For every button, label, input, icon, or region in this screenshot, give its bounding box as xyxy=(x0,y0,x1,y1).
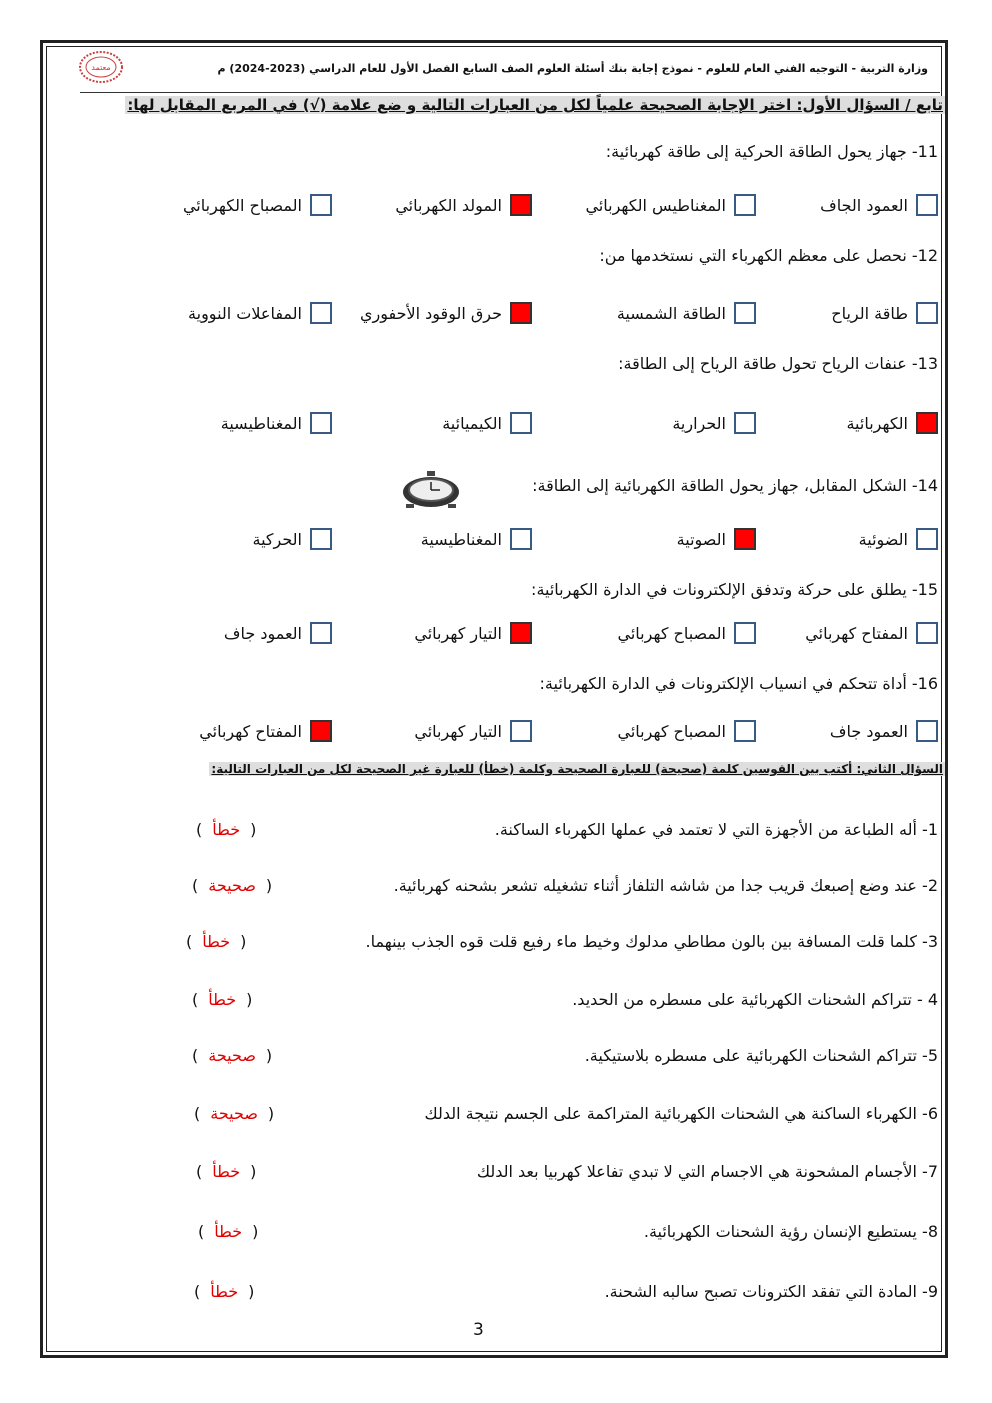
answer-field[interactable] xyxy=(198,1222,258,1241)
answer-field[interactable] xyxy=(194,1282,254,1301)
answer-option[interactable] xyxy=(224,622,332,644)
checkbox-icon[interactable] xyxy=(510,412,532,434)
answer-option[interactable] xyxy=(183,194,332,216)
paren-close: ) xyxy=(267,1104,275,1123)
question-text: 11- جهاز يحول الطاقة الحركية إلى طاقة كهربائية: xyxy=(605,142,938,161)
paren-close: ) xyxy=(265,1046,273,1065)
paren-open: ( xyxy=(192,1046,199,1065)
answer-option[interactable] xyxy=(442,412,532,434)
statement-text: 6- الكهرباء الساكنة هي الشحنات الكهربائية المتراكمة على الجسم نتيجة الدلك xyxy=(424,1104,938,1123)
checkbox-icon[interactable] xyxy=(310,412,332,434)
paren-close: ) xyxy=(265,876,273,895)
paren-open: ( xyxy=(192,876,199,895)
answer-field[interactable] xyxy=(192,1046,272,1065)
option-label: المصباح الكهربائي xyxy=(182,195,302,215)
question-text: 12- نحصل على معظم الكهرباء التي نستخدمها من: xyxy=(599,246,938,265)
option-label: المغناطيسية xyxy=(420,529,502,549)
question-text: 13- عنفات الرياح تحول طاقة الرياح إلى الطاقة: xyxy=(618,354,938,373)
seal-text: معتمد xyxy=(91,63,111,72)
checked-box-icon[interactable] xyxy=(734,528,756,550)
option-label: الحرارية xyxy=(672,413,726,433)
checkbox-icon[interactable] xyxy=(734,412,756,434)
paren-open: ( xyxy=(198,1222,205,1241)
option-label: طاقة الرياح xyxy=(831,303,908,323)
statement-row xyxy=(158,1282,938,1306)
ministry-seal-icon xyxy=(78,50,124,84)
answer-value: خطأ xyxy=(208,990,237,1009)
paren-close: ) xyxy=(240,932,247,951)
checkbox-icon[interactable] xyxy=(510,528,532,550)
statement-row xyxy=(158,876,938,900)
statement-row xyxy=(158,820,938,844)
answer-option[interactable] xyxy=(188,302,332,324)
answer-option[interactable] xyxy=(672,412,756,434)
statement-text: 9- المادة التي تفقد الكترونات تصبح سالبه الشحنة. xyxy=(604,1282,938,1301)
answer-option[interactable] xyxy=(859,528,938,550)
option-label: العمود الجاف xyxy=(820,195,908,215)
option-label: العمود جاف xyxy=(223,623,302,643)
option-label: حرق الوقود الأحفوري xyxy=(360,303,502,323)
option-label: المفتاح كهربائي xyxy=(805,623,908,643)
answer-field[interactable] xyxy=(194,1104,274,1123)
statement-text: 5- تتراكم الشحنات الكهربائية على مسطره بلاستيكية. xyxy=(584,1046,938,1065)
statement-row xyxy=(158,1162,938,1186)
paren-close: ) xyxy=(250,1162,257,1181)
checkbox-icon[interactable] xyxy=(310,622,332,644)
statement-row xyxy=(158,1046,938,1070)
answer-option[interactable] xyxy=(395,194,532,216)
checkbox-icon[interactable] xyxy=(916,622,938,644)
paren-close: ) xyxy=(248,1282,255,1301)
answer-option[interactable] xyxy=(585,194,756,216)
checked-box-icon[interactable] xyxy=(510,622,532,644)
checkbox-icon[interactable] xyxy=(734,720,756,742)
question-1-title: تابع / السؤال الأول: اختر الإجابة الصحيحة علمياً لكل من العبارات التالية و ضع علامة (√) في المربع المقابل لها: xyxy=(127,96,943,114)
option-label: التيار كهربائي xyxy=(414,721,502,741)
statement-row xyxy=(158,932,938,956)
checkbox-icon[interactable] xyxy=(510,720,532,742)
checkbox-icon[interactable] xyxy=(916,720,938,742)
option-label: التيار كهربائي xyxy=(414,623,502,643)
option-label: العمود جاف xyxy=(829,721,908,741)
answer-option[interactable] xyxy=(199,720,332,742)
answer-option[interactable] xyxy=(618,622,757,644)
checkbox-icon[interactable] xyxy=(310,194,332,216)
header-divider xyxy=(80,92,940,93)
answer-option[interactable] xyxy=(830,720,938,742)
answer-option[interactable] xyxy=(618,720,757,742)
answer-option[interactable] xyxy=(805,622,938,644)
question-text: 14- الشكل المقابل، جهاز يحول الطاقة الكهربائية إلى الطاقة: xyxy=(532,476,938,495)
answer-value: خطأ xyxy=(210,1282,239,1301)
checkbox-icon[interactable] xyxy=(916,194,938,216)
answer-option[interactable] xyxy=(677,528,756,550)
option-label: الحركية xyxy=(252,529,302,549)
checked-box-icon[interactable] xyxy=(510,302,532,324)
option-label: الصوتية xyxy=(676,529,726,549)
statement-row xyxy=(158,990,938,1014)
checkbox-icon[interactable] xyxy=(310,528,332,550)
answer-option[interactable] xyxy=(820,194,938,216)
option-label: المولد الكهربائي xyxy=(395,195,502,215)
page-header xyxy=(72,46,940,92)
option-label: المصباح كهربائي xyxy=(617,623,726,643)
answer-field[interactable] xyxy=(196,1162,256,1181)
answer-value: خطأ xyxy=(202,932,231,951)
alarm-clock-icon xyxy=(400,468,462,510)
question-text: 16- أداة تتحكم في انسياب الإلكترونات في الدارة الكهربائية: xyxy=(539,674,938,693)
checkbox-icon[interactable] xyxy=(734,622,756,644)
paren-open: ( xyxy=(186,932,193,951)
checkbox-icon[interactable] xyxy=(916,528,938,550)
checked-box-icon[interactable] xyxy=(916,412,938,434)
paren-close: ) xyxy=(250,820,257,839)
option-label: الكهربائية xyxy=(846,413,908,433)
option-label: المغناطيسية xyxy=(220,413,302,433)
option-label: المصباح كهربائي xyxy=(617,721,726,741)
option-label: المفتاح كهربائي xyxy=(199,721,302,741)
answer-option[interactable] xyxy=(421,528,532,550)
paren-close: ) xyxy=(252,1222,259,1241)
page-number: 3 xyxy=(473,1320,484,1340)
answer-value: خطأ xyxy=(212,820,241,839)
answer-field[interactable] xyxy=(192,990,252,1009)
checked-box-icon[interactable] xyxy=(510,194,532,216)
answer-option[interactable] xyxy=(617,302,756,324)
statement-text: 3- كلما قلت المسافة بين بالون مطاطي مدلوك وخيط ماء رفيع قلت قوه الجذب بينهما. xyxy=(365,932,938,951)
statement-text: 7- الأجسام المشحونة هي الاجسام التي لا تبدي تفاعلا كهربيا بعد الدلك xyxy=(476,1162,938,1181)
option-label: المغناطيس الكهربائي xyxy=(585,195,726,215)
checkbox-icon[interactable] xyxy=(734,194,756,216)
answer-option[interactable] xyxy=(221,412,332,434)
question-text: 15- يطلق على حركة وتدفق الإلكترونات في الدارة الكهربائية: xyxy=(531,580,938,599)
statement-text: 1- أله الطباعة من الأجهزة التي لا تعتمد في عملها الكهرباء الساكنة. xyxy=(494,820,938,839)
answer-value: صحيحة xyxy=(210,1104,258,1123)
option-label: الطاقة الشمسية xyxy=(616,303,726,323)
statement-text: 2- عند وضع إصبعك قريب جدا من شاشه التلفاز أثناء تشغيله تشعر بشحنه كهربائية. xyxy=(393,876,938,895)
question-2-title: السؤال الثاني: أكتب بين القوسين كلمة (صحيحة) للعبارة الصحيحة وكلمة (خطأ) للعبارة غير الصحيحة لكل من العبارات التالية: xyxy=(211,762,943,776)
statement-text: 4 - تتراكم الشحنات الكهربائية على مسطره من الحديد. xyxy=(572,990,938,1009)
checkbox-icon[interactable] xyxy=(310,302,332,324)
option-label: الضوئية xyxy=(858,529,908,549)
answer-value: صحيحة xyxy=(208,876,256,895)
paren-open: ( xyxy=(194,1282,201,1301)
answer-field[interactable] xyxy=(186,932,246,951)
answer-value: صحيحة xyxy=(208,1046,256,1065)
paren-close: ) xyxy=(246,990,253,1009)
paren-open: ( xyxy=(192,990,199,1009)
answer-field[interactable] xyxy=(192,876,272,895)
paren-open: ( xyxy=(196,820,203,839)
page-border xyxy=(40,40,948,1358)
answer-field[interactable] xyxy=(196,820,256,839)
checked-box-icon[interactable] xyxy=(310,720,332,742)
paren-open: ( xyxy=(196,1162,203,1181)
statement-row xyxy=(158,1222,938,1246)
answer-option[interactable] xyxy=(846,412,938,434)
paren-open: ( xyxy=(194,1104,201,1123)
checkbox-icon[interactable] xyxy=(916,302,938,324)
answer-value: خطأ xyxy=(212,1162,241,1181)
checkbox-icon[interactable] xyxy=(734,302,756,324)
option-label: الكيميائية xyxy=(442,413,502,433)
option-label: المفاعلات النووية xyxy=(188,303,302,323)
statement-row xyxy=(158,1104,938,1128)
answer-value: خطأ xyxy=(214,1222,243,1241)
statement-text: 8- يستطيع الإنسان رؤية الشحنات الكهربائية. xyxy=(643,1222,938,1241)
answer-option[interactable] xyxy=(414,720,532,742)
answer-option[interactable] xyxy=(831,302,938,324)
answer-option[interactable] xyxy=(360,302,532,324)
answer-option[interactable] xyxy=(414,622,532,644)
header-title: وزارة التربية - التوجيه الفني العام للعلوم - نموذج إجابة بنك أسئلة العلوم الصف السابع الفصل الأول للعام الدراسي (2023-2024) م xyxy=(217,62,928,75)
answer-option[interactable] xyxy=(253,528,333,550)
